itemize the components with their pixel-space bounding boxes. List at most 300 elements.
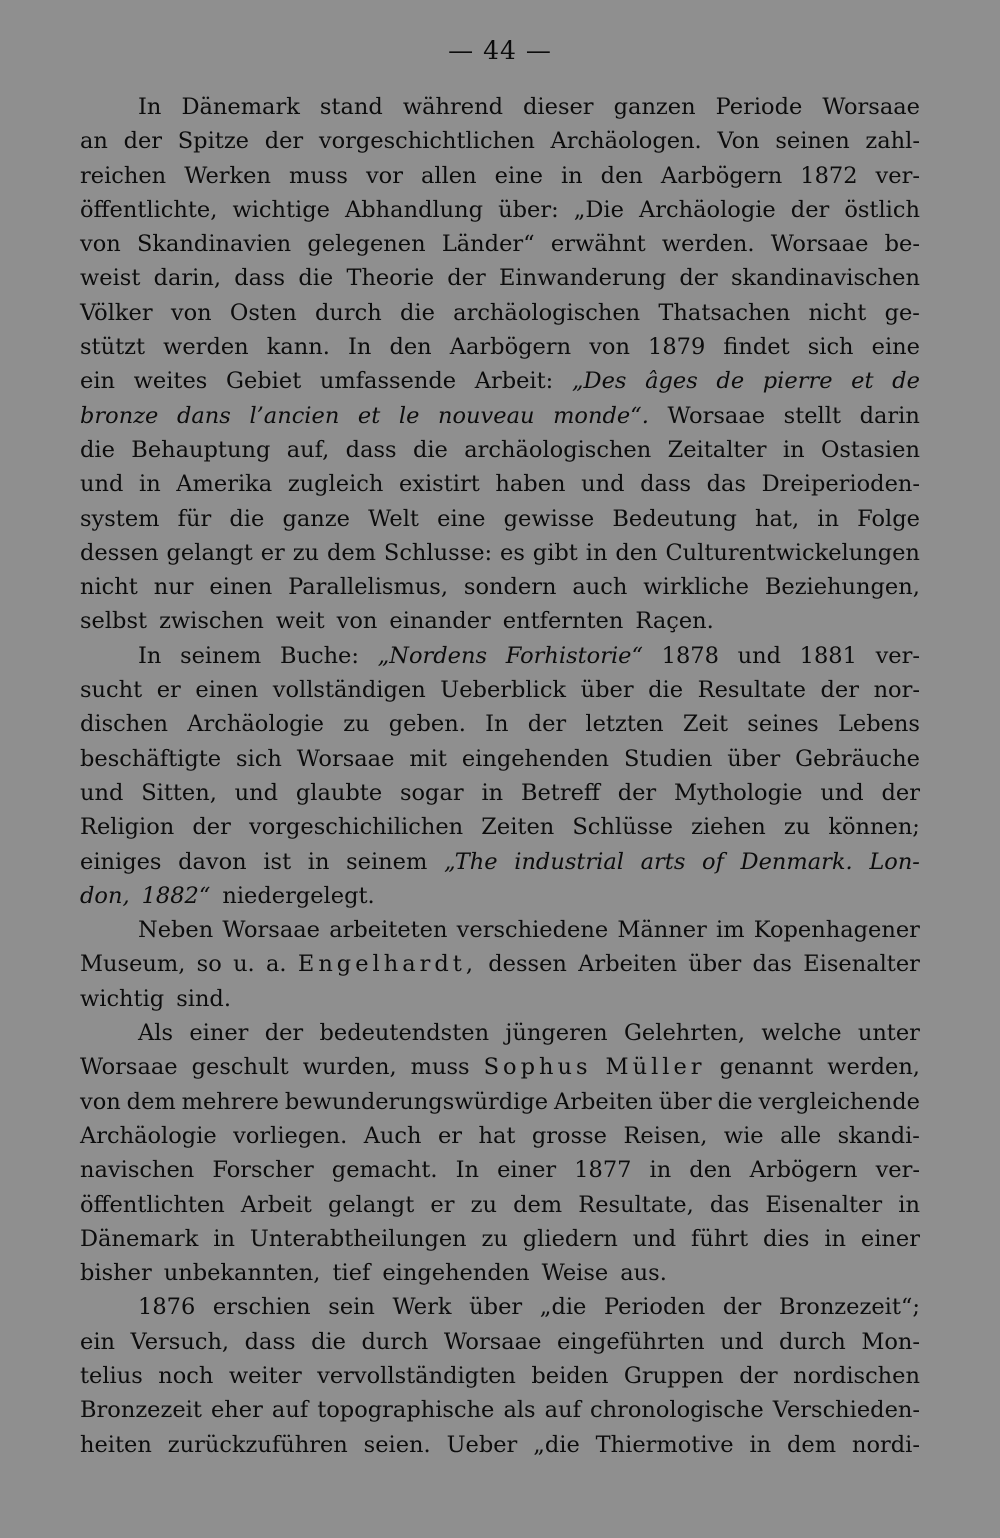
word: Lebens bbox=[837, 711, 920, 738]
word: wurden, bbox=[302, 1054, 397, 1081]
word: Spitze bbox=[177, 128, 249, 155]
text-line bbox=[80, 296, 920, 330]
word: den bbox=[600, 162, 643, 189]
word: „Des bbox=[571, 368, 627, 395]
word: geschult bbox=[191, 1054, 289, 1081]
text-line bbox=[80, 1085, 920, 1119]
word: darin, bbox=[153, 265, 221, 292]
word: In bbox=[348, 334, 372, 361]
text-line bbox=[80, 124, 920, 158]
word: Bedeutung bbox=[612, 505, 737, 532]
text-line bbox=[80, 639, 920, 673]
word: ver- bbox=[875, 642, 920, 669]
word: vergleichende bbox=[758, 1088, 920, 1115]
word: Welt bbox=[368, 505, 419, 532]
word: Dänemark bbox=[80, 1225, 199, 1252]
word: die bbox=[399, 299, 435, 326]
word: nicht bbox=[80, 574, 138, 601]
word: Archäologie bbox=[187, 711, 324, 738]
word: Lon- bbox=[869, 848, 920, 875]
word: in bbox=[139, 471, 161, 498]
word: Studien bbox=[623, 745, 713, 772]
word: er bbox=[156, 677, 181, 704]
word: Als bbox=[138, 1020, 173, 1047]
word: auf bbox=[544, 1397, 581, 1424]
text-line bbox=[80, 1153, 920, 1187]
word: durch bbox=[314, 299, 382, 326]
word: hat bbox=[478, 1122, 516, 1149]
word: geben. bbox=[388, 711, 466, 738]
word: aus. bbox=[620, 1260, 667, 1287]
word: letzten bbox=[585, 711, 664, 738]
word: die bbox=[648, 677, 684, 704]
text-line bbox=[80, 810, 920, 844]
word: bedeutendsten bbox=[319, 1020, 490, 1047]
word: der bbox=[264, 128, 304, 155]
word: vollständigen bbox=[272, 677, 426, 704]
word: stützt bbox=[80, 334, 146, 361]
word: die bbox=[80, 436, 115, 463]
word: Resultate bbox=[697, 677, 806, 704]
word: stellt bbox=[783, 402, 841, 429]
word: Eisenalter bbox=[803, 951, 920, 978]
word: Thiermotive bbox=[595, 1431, 734, 1458]
text-line bbox=[80, 947, 920, 981]
word: seinen bbox=[775, 128, 850, 155]
word: existirt bbox=[398, 471, 480, 498]
word: eine bbox=[871, 334, 920, 361]
word: Raçen. bbox=[635, 608, 714, 635]
body-text bbox=[80, 90, 920, 1462]
word: skandinavischen bbox=[731, 265, 920, 292]
word: seines bbox=[747, 711, 819, 738]
word: führt bbox=[691, 1225, 749, 1252]
word: Culturentwickelungen bbox=[665, 539, 920, 566]
word: archäologischen bbox=[464, 436, 652, 463]
text-line bbox=[80, 707, 920, 741]
word: Skandinavien bbox=[136, 231, 292, 258]
word: einiges bbox=[80, 848, 162, 875]
text-line bbox=[80, 433, 920, 467]
word: Zeiten bbox=[481, 814, 555, 841]
word: Arbeit: bbox=[474, 368, 554, 395]
word: In bbox=[138, 642, 162, 669]
word: er bbox=[437, 1122, 463, 1149]
word: Mon- bbox=[861, 1328, 920, 1355]
word: nur bbox=[153, 574, 194, 601]
page-number: — 44 — bbox=[448, 36, 552, 65]
word: u. bbox=[233, 951, 255, 978]
word: arts bbox=[640, 848, 686, 875]
word: Gelehrten, bbox=[623, 1020, 746, 1047]
word: arbeiteten bbox=[329, 917, 448, 944]
word: Gebräuche bbox=[795, 745, 920, 772]
word: Gebiet bbox=[225, 368, 302, 395]
word: „Nordens bbox=[377, 642, 488, 669]
word: topographische bbox=[317, 1397, 495, 1424]
word: Zeit bbox=[682, 711, 729, 738]
word: der bbox=[820, 677, 859, 704]
word: er bbox=[260, 539, 285, 566]
word: nordischen bbox=[793, 1362, 920, 1389]
word: 1878 bbox=[661, 642, 719, 669]
text-line bbox=[80, 1016, 920, 1050]
word: Folge bbox=[857, 505, 920, 532]
word: die bbox=[298, 265, 334, 292]
word: können; bbox=[828, 814, 920, 841]
word: seinem bbox=[180, 642, 262, 669]
text-line bbox=[80, 1256, 920, 1290]
word: der bbox=[722, 1294, 762, 1321]
word: niedergelegt. bbox=[222, 882, 375, 909]
word: vorgeschichtlichen bbox=[318, 128, 535, 155]
word: auch bbox=[572, 574, 628, 601]
word: Worsaae bbox=[80, 1054, 178, 1081]
word: einer bbox=[860, 1225, 920, 1252]
text-line bbox=[80, 227, 920, 261]
word: auf bbox=[271, 1397, 309, 1424]
word: nor- bbox=[873, 677, 920, 704]
word: öffentlichte, bbox=[80, 196, 218, 223]
word: werden, bbox=[827, 1054, 920, 1081]
word: heiten bbox=[80, 1431, 152, 1458]
text-line bbox=[80, 536, 920, 570]
word: verschiedene bbox=[456, 917, 609, 944]
word: Worsaae bbox=[443, 1328, 542, 1355]
word: Archäologie bbox=[639, 196, 776, 223]
word: den bbox=[689, 1157, 732, 1184]
text-line bbox=[80, 364, 920, 398]
word: zugleich bbox=[287, 471, 384, 498]
word: und bbox=[80, 471, 124, 498]
word: zu bbox=[292, 539, 320, 566]
word: Religion bbox=[80, 814, 175, 841]
word: weites bbox=[133, 368, 208, 395]
word: weit bbox=[275, 608, 325, 635]
word: der bbox=[123, 128, 163, 155]
word: pierre bbox=[762, 368, 833, 395]
word: dessen bbox=[488, 951, 567, 978]
word: nordi- bbox=[851, 1431, 920, 1458]
word: und bbox=[80, 779, 124, 806]
word: Osten bbox=[229, 299, 297, 326]
word: 1872 bbox=[800, 162, 858, 189]
word: der bbox=[679, 265, 718, 292]
word: le bbox=[398, 402, 420, 429]
word: ganzen bbox=[613, 94, 696, 120]
word: das bbox=[709, 1191, 750, 1218]
word: Archäologie bbox=[80, 1122, 217, 1149]
word: Beziehungen, bbox=[764, 574, 920, 601]
word: gewisse bbox=[503, 505, 595, 532]
word: in bbox=[213, 1225, 235, 1252]
word: beschäftigte bbox=[80, 745, 222, 772]
word: telius bbox=[80, 1362, 143, 1389]
word: und bbox=[737, 642, 781, 669]
word: mehrere bbox=[181, 1088, 279, 1115]
word: wirkliche bbox=[643, 574, 749, 601]
word: Bronzezeit bbox=[80, 1397, 202, 1424]
word: skandi- bbox=[837, 1122, 920, 1149]
word: einer bbox=[497, 1157, 557, 1184]
word: dischen bbox=[80, 711, 169, 738]
word: der bbox=[617, 779, 657, 806]
text-line bbox=[80, 673, 920, 707]
word: durch bbox=[361, 1328, 429, 1355]
word: Zeitalter bbox=[667, 436, 767, 463]
word: in bbox=[782, 436, 805, 463]
word: den bbox=[615, 539, 658, 566]
text-line bbox=[80, 193, 920, 227]
word: dass bbox=[244, 1328, 296, 1355]
word: Unterabtheilungen bbox=[249, 1225, 467, 1252]
word: Worsaae bbox=[296, 745, 395, 772]
word: Männer bbox=[617, 917, 707, 944]
word: Ostasien bbox=[820, 436, 920, 463]
word: Arbeiten bbox=[578, 951, 677, 978]
word: ganze bbox=[282, 505, 350, 532]
word: dem bbox=[513, 1191, 563, 1218]
word: umfassende bbox=[319, 368, 457, 395]
word: wie bbox=[723, 1122, 764, 1149]
word: dem bbox=[326, 539, 377, 566]
word: Arbögern bbox=[749, 1157, 858, 1184]
word: zu bbox=[470, 1191, 497, 1218]
word: Forhistorie“ bbox=[505, 642, 643, 669]
word: et bbox=[851, 368, 874, 395]
word: und bbox=[632, 1225, 677, 1252]
word: Völker bbox=[80, 299, 153, 326]
word: die bbox=[229, 505, 265, 532]
word: dieser bbox=[523, 94, 594, 120]
text-line bbox=[80, 776, 920, 810]
word: Auch bbox=[363, 1122, 422, 1149]
word: beiden bbox=[531, 1362, 609, 1389]
word: Von bbox=[717, 128, 760, 155]
word: und bbox=[234, 779, 279, 806]
word: von bbox=[589, 334, 630, 361]
text-line bbox=[80, 330, 920, 364]
word: stand bbox=[319, 94, 383, 120]
text-line bbox=[80, 90, 920, 124]
word: zurückzuführen bbox=[167, 1431, 348, 1458]
text-line bbox=[80, 982, 920, 1016]
word: in bbox=[649, 1157, 672, 1184]
word: der bbox=[881, 779, 920, 806]
word: der bbox=[264, 1020, 304, 1047]
word: einander bbox=[389, 608, 491, 635]
word: genannt bbox=[719, 1054, 814, 1081]
word: Thatsachen bbox=[658, 299, 791, 326]
word: weiter bbox=[228, 1362, 302, 1389]
word: Eisenalter bbox=[765, 1191, 883, 1218]
word: er bbox=[430, 1191, 455, 1218]
word: gemacht. bbox=[331, 1157, 438, 1184]
text-line bbox=[80, 1290, 920, 1324]
word: be- bbox=[884, 231, 920, 258]
text-line bbox=[80, 570, 920, 604]
word: Neben bbox=[138, 917, 214, 944]
word: sich bbox=[236, 745, 282, 772]
text-line bbox=[80, 879, 920, 913]
word: von bbox=[80, 231, 121, 258]
word: Worsaae bbox=[770, 231, 869, 258]
word: während bbox=[402, 94, 503, 120]
word: glaubte bbox=[295, 779, 383, 806]
word: In bbox=[485, 711, 509, 738]
word: Müller bbox=[605, 1054, 706, 1081]
word: Worsaae bbox=[822, 94, 920, 120]
word: Schlusse: bbox=[383, 539, 493, 566]
word: zu bbox=[343, 711, 370, 738]
word: grosse bbox=[531, 1122, 607, 1149]
word: ziehen bbox=[691, 814, 766, 841]
word: gelangt bbox=[327, 1191, 415, 1218]
word: a. bbox=[266, 951, 287, 978]
word: 1879 bbox=[648, 334, 706, 361]
word: dessen bbox=[80, 539, 159, 566]
word: Resultate, bbox=[578, 1191, 694, 1218]
word: Dreiperioden- bbox=[761, 471, 920, 498]
word: eingeführten bbox=[556, 1328, 705, 1355]
word: den bbox=[389, 334, 432, 361]
word: und bbox=[720, 1328, 764, 1355]
text-line bbox=[80, 1188, 920, 1222]
word: monde“. bbox=[553, 402, 649, 429]
word: Sophus bbox=[483, 1054, 592, 1081]
word: ver- bbox=[875, 162, 920, 189]
text-line bbox=[80, 467, 920, 501]
word: „die bbox=[533, 1431, 580, 1458]
word: âges bbox=[645, 368, 698, 395]
word: hat, bbox=[755, 505, 800, 532]
word: „The bbox=[443, 848, 498, 875]
word: an bbox=[80, 128, 108, 155]
word: Amerika bbox=[176, 471, 273, 498]
word: 1876 bbox=[138, 1294, 196, 1321]
word: Länder“ bbox=[441, 231, 535, 258]
word: allen bbox=[420, 162, 477, 189]
word: erwähnt bbox=[550, 231, 646, 258]
word: über: bbox=[498, 196, 559, 223]
word: dass bbox=[640, 471, 692, 498]
word: einen bbox=[209, 574, 273, 601]
word: noch bbox=[158, 1362, 214, 1389]
word: bisher bbox=[80, 1260, 152, 1287]
word: 1882“ bbox=[141, 882, 211, 909]
word: Abhandlung bbox=[345, 196, 484, 223]
word: und bbox=[581, 471, 625, 498]
word: sind. bbox=[176, 985, 231, 1012]
text-line bbox=[80, 1325, 920, 1359]
word: so bbox=[196, 951, 222, 978]
word: in bbox=[585, 539, 608, 566]
word: sich bbox=[807, 334, 854, 361]
word: gelangt bbox=[166, 539, 253, 566]
word: muss bbox=[289, 162, 348, 189]
word: reichen bbox=[80, 162, 167, 189]
word: in bbox=[560, 162, 583, 189]
word: kann. bbox=[266, 334, 330, 361]
word: in bbox=[749, 1431, 772, 1458]
text-line bbox=[80, 261, 920, 295]
word: darin bbox=[859, 402, 920, 429]
text-line bbox=[80, 1119, 920, 1153]
word: Aarbögern bbox=[660, 162, 783, 189]
word: ver- bbox=[875, 1157, 920, 1184]
word: et bbox=[357, 402, 381, 429]
word: seinem bbox=[346, 848, 428, 875]
word: in bbox=[824, 1225, 847, 1252]
word: in bbox=[481, 779, 504, 806]
word: Bronzezeit“; bbox=[778, 1294, 920, 1321]
word: Periode bbox=[715, 94, 803, 120]
word: welche bbox=[761, 1020, 842, 1047]
word: In bbox=[455, 1157, 480, 1184]
word: Parallelismus, bbox=[288, 574, 448, 601]
word: auf, bbox=[286, 436, 330, 463]
text-line bbox=[80, 1393, 920, 1427]
word: ein bbox=[80, 1328, 116, 1355]
word: einer bbox=[189, 1020, 249, 1047]
word: als bbox=[503, 1397, 536, 1424]
word: sein bbox=[328, 1294, 375, 1321]
word: l’ancien bbox=[249, 402, 340, 429]
word: Ueberblick bbox=[440, 677, 567, 704]
word: eingehenden bbox=[461, 745, 610, 772]
word: eine bbox=[437, 505, 486, 532]
word: dem bbox=[787, 1431, 837, 1458]
word: der bbox=[790, 196, 830, 223]
word: von bbox=[336, 608, 378, 635]
word: dass bbox=[345, 436, 397, 463]
word: Weise bbox=[541, 1260, 609, 1287]
word: Aarbögern bbox=[449, 334, 572, 361]
word: findet bbox=[723, 334, 790, 361]
word: vorliegen. bbox=[233, 1122, 348, 1149]
word: der bbox=[739, 1362, 778, 1389]
word: weist bbox=[80, 265, 141, 292]
word: wichtige bbox=[232, 196, 330, 223]
word: vor bbox=[365, 162, 403, 189]
word: Perioden bbox=[604, 1294, 706, 1321]
word: dans bbox=[176, 402, 231, 429]
word: Kopenhagener bbox=[753, 917, 920, 944]
word: Theorie bbox=[346, 265, 435, 292]
word: und bbox=[820, 779, 864, 806]
word: Verschieden- bbox=[772, 1397, 920, 1424]
word: in bbox=[898, 1191, 920, 1218]
word: Arbeiten bbox=[554, 1088, 653, 1115]
word: In bbox=[138, 94, 162, 120]
word: unbekannten, bbox=[163, 1260, 321, 1287]
text-line bbox=[80, 1050, 920, 1084]
word: selbst bbox=[80, 608, 148, 635]
word: mit bbox=[409, 745, 447, 772]
word: industrial bbox=[514, 848, 624, 875]
word: wichtig bbox=[80, 985, 165, 1012]
word: über bbox=[580, 677, 634, 704]
word: Reisen, bbox=[623, 1122, 708, 1149]
word: ist bbox=[263, 848, 292, 875]
word: Forscher bbox=[212, 1157, 314, 1184]
word: werden bbox=[163, 334, 249, 361]
text-line bbox=[80, 399, 920, 433]
word: seien. bbox=[363, 1431, 431, 1458]
word: Sitten, bbox=[141, 779, 217, 806]
word: Schlüsse bbox=[572, 814, 673, 841]
word: chronologische bbox=[589, 1397, 764, 1424]
